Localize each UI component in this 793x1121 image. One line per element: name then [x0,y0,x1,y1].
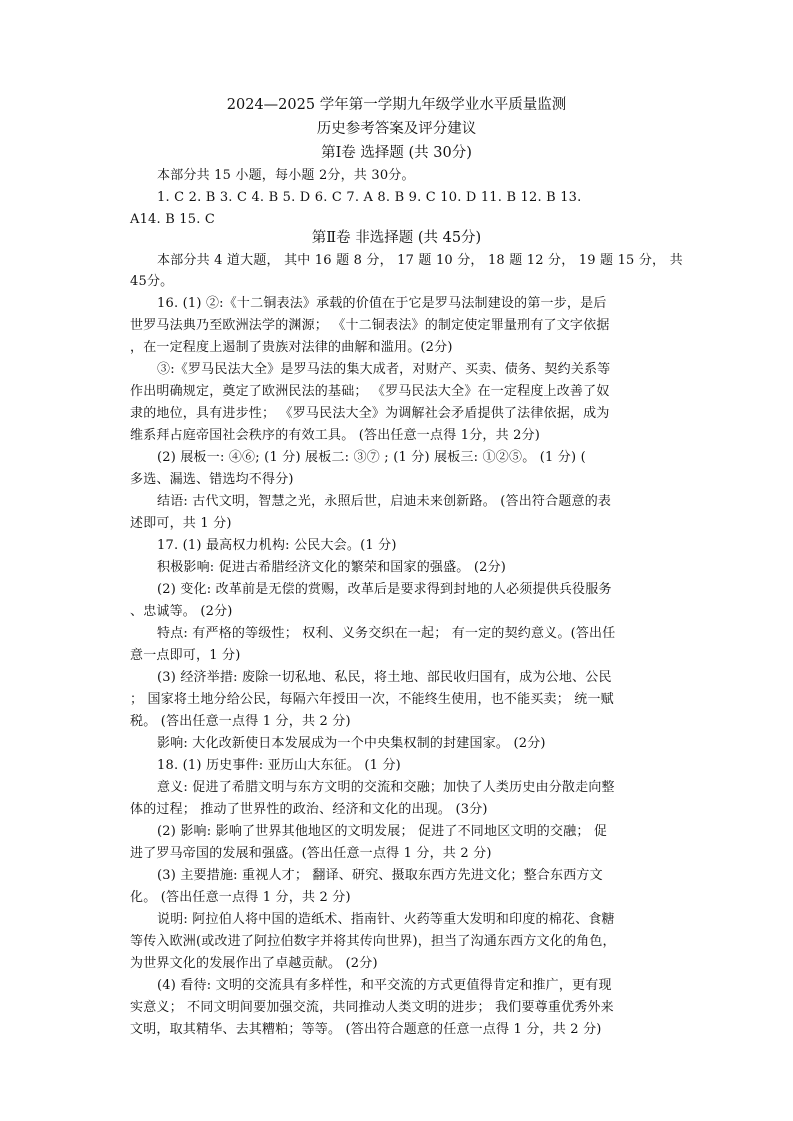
part2-intro: 本部分共 4 道大题， 其中 16 题 8 分， 17 题 10 分， 18 题 12 分， 19 题 15 分， 共 [157,253,683,268]
q18-answer-line: (3) 主要措施: 重视人才； 翻译、研究、摄取东西方先进文化；整合东西方文 [157,868,603,883]
q18-answer-line: (2) 影响: 影响了世界其他地区的文明发展； 促进了不同地区文明的交融； 促 [157,824,608,839]
q17-answer-line: (2) 变化: 改革前是无偿的赏赐，改革后是要求得到封地的人必须提供兵役服务 [157,582,612,597]
q17-answer-line: 17. (1) 最高权力机构: 公民大会。(1 分) [157,538,397,553]
q17-answer-line: 积极影响: 促进古希腊经济文化的繁荣和国家的强盛。 (2分) [157,560,507,575]
q16-answer-line: ③:《罗马民法大全》是罗马法的集大成者，对财产、买卖、债务、契约关系等 [157,362,611,377]
q16-answer-line: 维系拜占庭帝国社会秩序的有效工具。 (答出任意一点得 1分，共 2分) [130,428,541,443]
q16-answer-line: 16. (1) ②:《十二铜表法》承载的价值在于它是罗马法制建设的第一步，是后 [157,296,607,311]
q18-answer-line: 为世界文化的发展作出了卓越贡献。 (2分) [130,956,378,971]
part2-intro-cont: 45分。 [130,274,174,289]
part1-heading: 第Ⅰ卷 选择题 (共 30分) [321,145,472,161]
q18-answer-line: 文明，取其精华、去其糟粕；等等。 (答出符合题意的任意一点得 1 分，共 2 分) [130,1022,602,1037]
q18-answer-line: 实意义； 不同文明间要加强交流，共同推动人类文明的进步； 我们要尊重优秀外来 [130,1000,614,1015]
q16-answer-line: ，在一定程度上遏制了贵族对法律的曲解和滥用。(2分) [130,340,453,355]
q18-answer-line: 意义: 促进了希腊文明与东方文明的交流和交融；加快了人类历史由分散走向整 [157,780,615,795]
q16-answer-line: 作出明确规定，奠定了欧洲民法的基础； 《罗马民法大全》在一定程度上改善了奴 [130,384,610,399]
q17-answer-line: 、忠诚等。 (2分) [130,604,233,619]
choice-answers-line: 1. C 2. B 3. C 4. B 5. D 6. C 7. A 8. B 9. C 10. D 11. B 12. B 13. [157,190,582,205]
q18-answer-line: 体的过程； 推动了世界性的政治、经济和文化的出现。 (3分) [130,802,488,817]
q18-answer-line: (4) 看待: 文明的交流具有多样性，和平交流的方式更值得肯定和推广，更有现 [157,978,612,993]
part1-intro: 本部分共 15 小题，每小题 2分，共 30分。 [157,168,415,183]
q16-answer-line: 结语: 古代文明，智慧之光，永照后世，启迪未来创新路。 (答出符合题意的表 [157,494,612,509]
q18-answer-line: 化。 (答出任意一点得 1 分，共 2 分) [130,890,351,905]
q17-answer-line: 税。 (答出任意一点得 1 分，共 2 分) [130,714,351,729]
q17-answer-line: (3) 经济举措: 废除一切私地、私民，将土地、部民收归国有，成为公地、公民 [157,670,612,685]
answer-key-subtitle: 历史参考答案及评分建议 [316,121,477,137]
exam-title: 2024—2025 学年第一学期九年级学业水平质量监测 [226,97,567,113]
q17-answer-line: 意一点即可，1 分) [130,648,241,663]
q16-answer-line: 隶的地位，具有进步性； 《罗马民法大全》为调解社会矛盾提供了法律依据，成为 [130,406,610,421]
q16-answer-line: 多选、漏选、错选均不得分) [130,472,294,487]
q18-answer-line: 进了罗马帝国的发展和强盛。(答出任意一点得 1 分，共 2 分) [130,846,492,861]
q17-answer-line: 特点: 有严格的等级性； 权利、义务交织在一起； 有一定的契约意义。(答出任 [157,626,616,641]
q17-answer-line: ； 国家将土地分给公民，每隔六年授田一次，不能终生使用，也不能买卖； 统一赋 [130,692,614,707]
q18-answer-line: 说明: 阿拉伯人将中国的造纸术、指南针、火药等重大发明和印度的棉花、食糖 [157,912,615,927]
part2-heading: 第Ⅱ卷 非选择题 (共 45分) [311,230,482,246]
q18-answer-line: 等传入欧洲(或改进了阿拉伯数字并将其传向世界)，担当了沟通东西方文化的角色， [130,934,616,949]
q16-answer-line: (2) 展板一: ④⑥; (1 分) 展板二: ③⑦ ; (1 分) 展板三: ①②⑤。 (1 分) ( [157,450,586,465]
q18-answer-line: 18. (1) 历史事件: 亚历山大东征。 (1 分) [157,758,401,773]
q16-answer-line: 述即可，共 1 分) [130,516,232,531]
choice-answers-line-cont: A14. B 15. C [130,212,216,227]
q16-answer-line: 世罗马法典乃至欧洲法学的渊源； 《十二铜表法》的制定使定罪量刑有了文字依据 [130,318,610,333]
q17-answer-line: 影响: 大化改新使日本发展成为一个中央集权制的封建国家。 (2分) [157,736,546,751]
